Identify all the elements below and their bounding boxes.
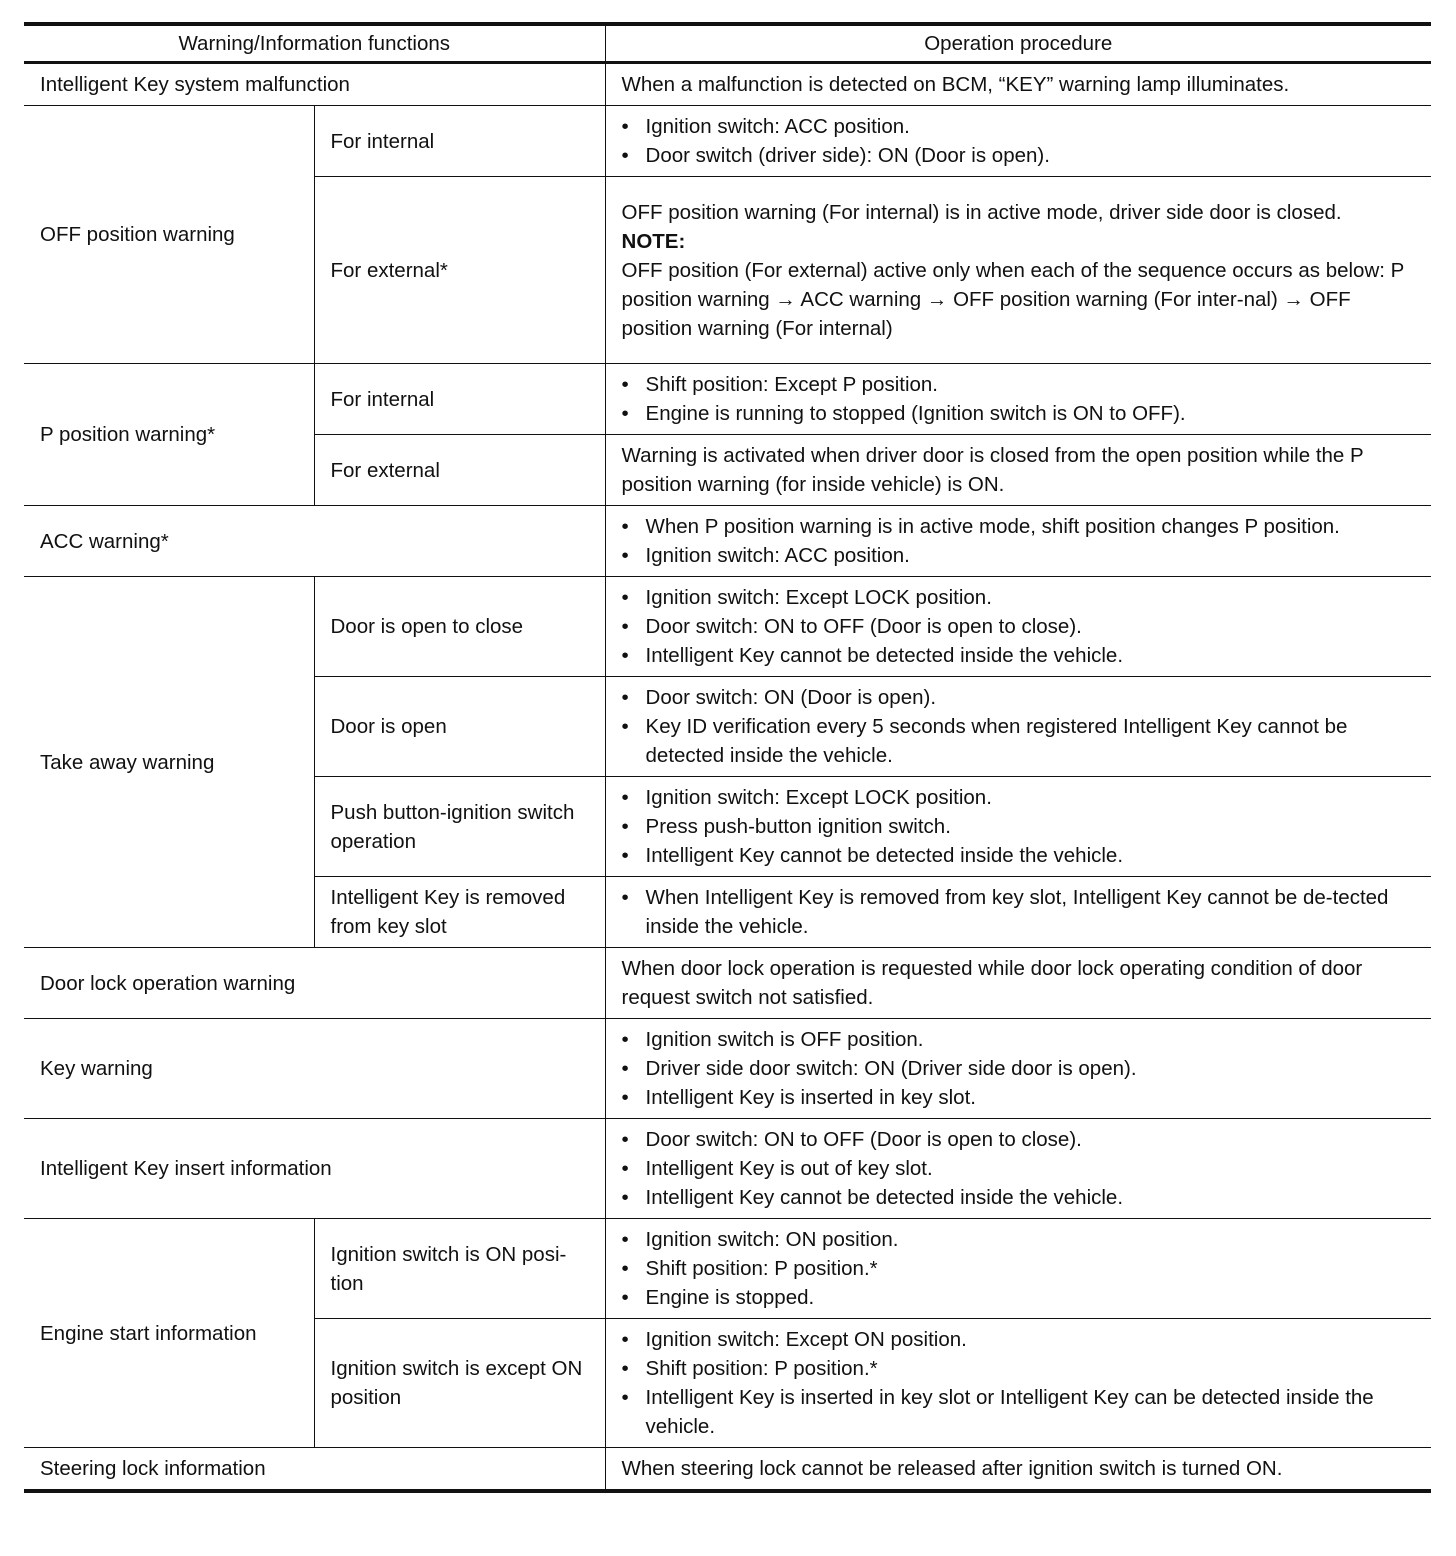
table-row: [24, 1219, 1431, 1319]
list-item: • Ignition switch is OFF position.: [622, 1025, 1426, 1054]
warning-functions-table: [24, 22, 1431, 1493]
condition-cell: For internal: [314, 364, 605, 435]
procedure-cell: [605, 777, 1431, 877]
list-item: • Door switch: ON (Door is open).: [622, 683, 1426, 712]
list-item: • Key ID verification every 5 seconds when registered Intelligent Key cannot be detected inside the vehicle.: [622, 712, 1426, 770]
condition-cell: Intelligent Key is removed from key slot: [314, 877, 605, 948]
function-cell: Take away warning: [24, 577, 314, 948]
procedure-cell: [605, 177, 1431, 364]
function-cell: Steering lock information: [24, 1448, 605, 1492]
table-row: [24, 577, 1431, 677]
procedure-list: [622, 370, 1426, 428]
function-cell: Intelligent Key insert information: [24, 1119, 605, 1219]
procedure-cell: [605, 1219, 1431, 1319]
table-row: [24, 1119, 1431, 1219]
list-item: • Intelligent Key is inserted in key slot.: [622, 1083, 1426, 1112]
condition-cell: For internal: [314, 106, 605, 177]
function-cell: Door lock operation warning: [24, 948, 605, 1019]
procedure-list: [622, 783, 1426, 870]
list-item: • Door switch: ON to OFF (Door is open to close).: [622, 1125, 1426, 1154]
list-item: • Shift position: P position.*: [622, 1254, 1426, 1283]
table-row: [24, 106, 1431, 177]
list-item: • Ignition switch: ACC position.: [622, 541, 1426, 570]
procedure-list: [622, 1025, 1426, 1112]
procedure-cell: [605, 877, 1431, 948]
condition-cell: For external*: [314, 177, 605, 364]
list-item: • Press push-button ignition switch.: [622, 812, 1426, 841]
condition-cell: Door is open to close: [314, 577, 605, 677]
list-item: • Ignition switch: Except LOCK position.: [622, 783, 1426, 812]
list-item: • Door switch: ON to OFF (Door is open to close).: [622, 612, 1426, 641]
procedure-cell: Warning is activated when driver door is closed from the open position while the P position warning (for inside vehicle) is ON.: [605, 435, 1431, 506]
list-item: • Shift position: Except P position.: [622, 370, 1426, 399]
table-header-row: [24, 24, 1431, 63]
condition-cell: For external: [314, 435, 605, 506]
list-item: • Driver side door switch: ON (Driver side door is open).: [622, 1054, 1426, 1083]
function-cell: OFF position warning: [24, 106, 314, 364]
condition-cell: Door is open: [314, 677, 605, 777]
table-row: [24, 1448, 1431, 1492]
function-cell: Engine start information: [24, 1219, 314, 1448]
list-item: • Engine is stopped.: [622, 1283, 1426, 1312]
list-item: • Door switch (driver side): ON (Door is open).: [622, 141, 1426, 170]
list-item: • Intelligent Key cannot be detected inside the vehicle.: [622, 641, 1426, 670]
procedure-text: OFF position warning (For internal) is in active mode, driver side door is closed.: [621, 200, 1342, 224]
list-item: • Shift position: P position.*: [622, 1354, 1426, 1383]
procedure-list: [622, 512, 1426, 570]
table-row: [24, 506, 1431, 577]
condition-cell: Ignition switch is ON posi-tion: [314, 1219, 605, 1319]
procedure-list: [622, 683, 1426, 770]
list-item: • Ignition switch: Except LOCK position.: [622, 583, 1426, 612]
warning-functions-document: [24, 22, 1431, 1493]
list-item: • Engine is running to stopped (Ignition switch is ON to OFF).: [622, 399, 1426, 428]
procedure-cell: [605, 1119, 1431, 1219]
header-operation-procedure: Operation procedure: [605, 24, 1431, 63]
note-text: OFF position (For external) active only when each of the sequence occurs as below: P position warning → ACC warning → OFF position warning (For inter-nal) → OFF position warning (For internal): [621, 258, 1404, 340]
function-cell: Key warning: [24, 1019, 605, 1119]
procedure-cell: [605, 364, 1431, 435]
table-row: [24, 948, 1431, 1019]
procedure-cell: [605, 1019, 1431, 1119]
procedure-cell: [605, 506, 1431, 577]
function-cell: ACC warning*: [24, 506, 605, 577]
procedure-list: [622, 583, 1426, 670]
header-warning-functions: Warning/Information functions: [24, 24, 605, 63]
table-row: [24, 1019, 1431, 1119]
procedure-cell: When steering lock cannot be released after ignition switch is turned ON.: [605, 1448, 1431, 1492]
note-label: NOTE:: [621, 229, 686, 253]
procedure-cell: When a malfunction is detected on BCM, “KEY” warning lamp illuminates.: [605, 63, 1431, 106]
table-row: [24, 63, 1431, 106]
procedure-list: [622, 883, 1426, 941]
procedure-cell: [605, 106, 1431, 177]
procedure-cell: When door lock operation is requested while door lock operating condition of door request switch not satisfied.: [605, 948, 1431, 1019]
procedure-list: [622, 1125, 1426, 1212]
procedure-cell: [605, 677, 1431, 777]
table-row: [24, 364, 1431, 435]
list-item: • Ignition switch: ACC position.: [622, 112, 1426, 141]
condition-cell: Push button-ignition switch operation: [314, 777, 605, 877]
function-cell: P position warning*: [24, 364, 314, 506]
procedure-list: [622, 1325, 1426, 1441]
procedure-cell: [605, 577, 1431, 677]
list-item: • Intelligent Key cannot be detected inside the vehicle.: [622, 1183, 1426, 1212]
condition-cell: Ignition switch is except ON position: [314, 1319, 605, 1448]
list-item: • Ignition switch: Except ON position.: [622, 1325, 1426, 1354]
list-item: • When P position warning is in active mode, shift position changes P position.: [622, 512, 1426, 541]
list-item: • When Intelligent Key is removed from key slot, Intelligent Key cannot be de-tected inside the vehicle.: [622, 883, 1426, 941]
list-item: • Intelligent Key cannot be detected inside the vehicle.: [622, 841, 1426, 870]
procedure-cell: [605, 1319, 1431, 1448]
function-cell: Intelligent Key system malfunction: [24, 63, 605, 106]
list-item: • Intelligent Key is inserted in key slot or Intelligent Key can be detected inside the vehicle.: [622, 1383, 1426, 1441]
procedure-list: [622, 1225, 1426, 1312]
list-item: • Intelligent Key is out of key slot.: [622, 1154, 1426, 1183]
procedure-list: [622, 112, 1426, 170]
list-item: • Ignition switch: ON position.: [622, 1225, 1426, 1254]
